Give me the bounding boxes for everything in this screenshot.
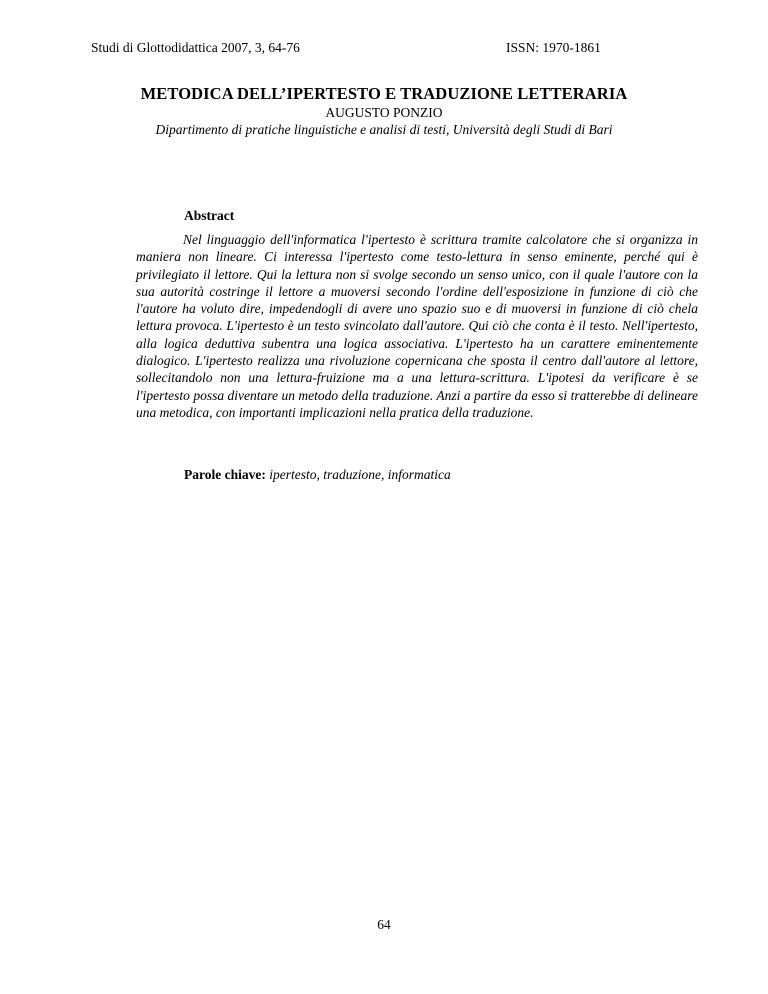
paper-title: METODICA DELL’IPERTESTO E TRADUZIONE LETTERARIA xyxy=(140,84,628,103)
issn-number: ISSN: 1970-1861 xyxy=(506,40,601,55)
abstract-text: Nel linguaggio dell'informatica l'ipertesto è scrittura tramite calcolatore che si organizza in maniera non lineare. Ci interessa l'ipertesto come testo-lettura in senso eminente, perché qui è privilegiato il lettore. Qui la lettura non si svolge secondo un senso unico, con il quale l'autore con la sua autorità costringe il lettore a muoversi secondo l'ordine dell'esposizione in funzione di ciò che l'autore ha voluto dire, impedendogli di avere uno spazio suo e di muoversi in funzione di ciò chela lettura provoca. L'ipertesto è un testo svincolato dall'autore. Qui ciò che conta è il testo. Nell'ipertesto, alla logica deduttiva subentra una logica associativa. L'ipertesto ha un carattere eminentemente dialogico. L'ipertesto realizza una rivoluzione copernicana che sposta il centro dall'autore al lettore, sollecitandolo non una lettura-fruizione ma a una lettura-scrittura. L'ipotesi da verificare è se l'ipertesto possa diventare un metodo della traduzione. Anzi a partire da esso si tratterebbe di delineare una metodica, con importanti implicazioni nella pratica della traduzione. xyxy=(136,232,698,420)
keywords-label: Parole chiave: xyxy=(184,467,266,482)
abstract-heading: Abstract xyxy=(184,208,235,223)
journal-citation: Studi di Glottodidattica 2007, 3, 64-76 xyxy=(91,40,300,55)
title-block xyxy=(0,84,768,138)
keywords-values: ipertesto, traduzione, informatica xyxy=(269,467,451,482)
keywords-line xyxy=(184,467,451,483)
author-affiliation: Dipartimento di pratiche linguistiche e analisi di testi, Università degli Studi di Bari xyxy=(155,122,613,137)
author-name: AUGUSTO PONZIO xyxy=(325,105,443,120)
page-number: 64 xyxy=(377,917,391,932)
